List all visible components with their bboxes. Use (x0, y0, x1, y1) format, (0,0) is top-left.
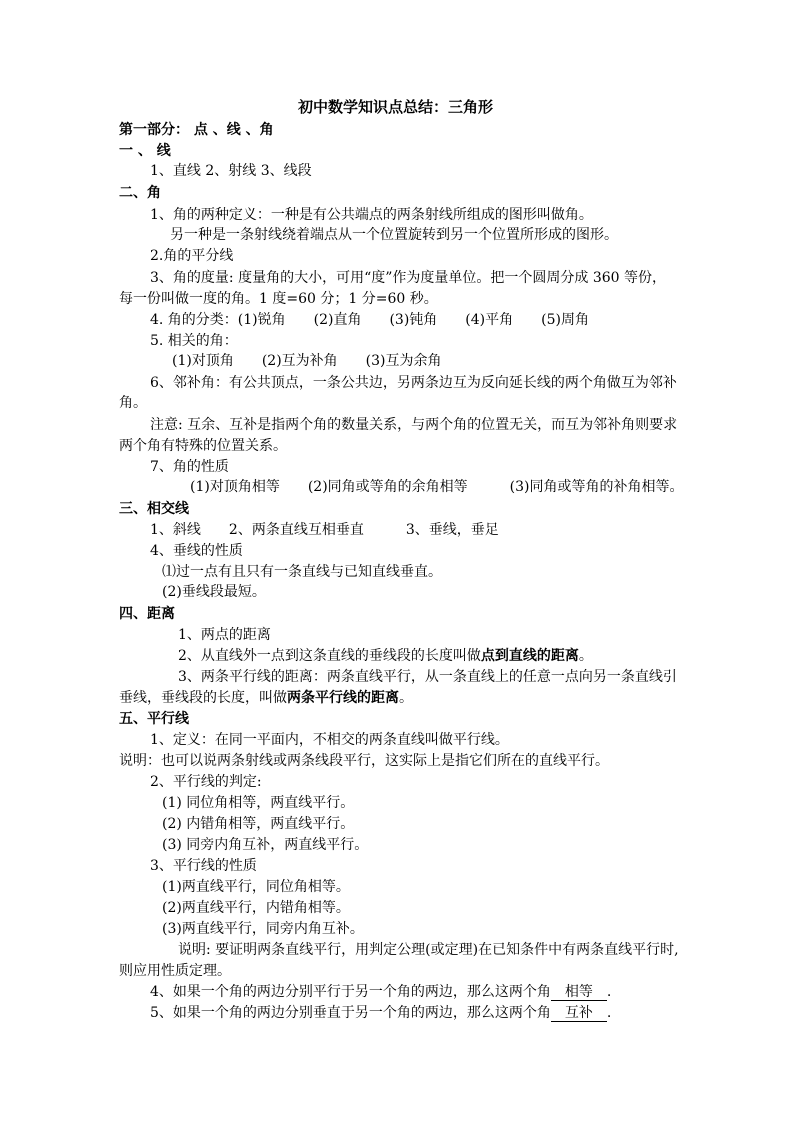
angle-classification: 4. 角的分类：(1)锐角 (2)直角 (3)钝角 (4)平角 (5)周角 (150, 312, 589, 328)
parallel-judgement-3: (3) 同旁内角互补，两直线平行。 (162, 837, 369, 853)
parallel-explanation: 说明：也可以说两条射线或两条线段平行，这实际上是指它们所在的直线平行。 (119, 753, 609, 769)
angle-measure-2: 每一份叫做一度的角。1 度=60 分；1 分=60 秒。 (119, 291, 438, 307)
angle-definition-1: 1、角的两种定义：一种是有公共端点的两条射线所组成的图形叫做角。 (150, 207, 593, 223)
angle-bisector: 2.角的平分线 (150, 248, 234, 264)
parallel-property-2: (2)两直线平行，内错角相等。 (162, 900, 350, 916)
angle-properties: 7、角的性质 (150, 459, 229, 475)
angle-measure-1: 3、角的度量: 度量角的大小，可用“度”作为度量单位。把一个圆周分成 360 等份， (150, 270, 667, 286)
perpendicular-properties: 4、垂线的性质 (150, 543, 243, 559)
parallel-judgement-2: (2) 内错角相等，两直线平行。 (162, 816, 355, 832)
parallel-note-2: 则应用性质定理。 (119, 963, 231, 979)
parallel-note-1: 说明: 要证明两条直线平行，用判定公理(或定理)在已知条件中有两条直线平行时, (178, 942, 679, 958)
section-heading-lines: 一 、 线 (119, 143, 171, 159)
parallel-item-5: 5、如果一个角的两边分别垂直于另一个角的两边，那么这两个角 互补 . (150, 1005, 612, 1021)
section-heading-distance: 四、距离 (119, 606, 175, 622)
intersecting-items: 1、斜线 2、两条直线互相垂直 3、垂线，垂足 (150, 522, 499, 538)
distance-item-1: 1、两点的距离 (178, 627, 271, 643)
related-angles-items: (1)对顶角 (2)互为补角 (3)互为余角 (172, 353, 442, 369)
related-angles: 5. 相关的角： (150, 333, 238, 349)
line-types: 1、直线 2、射线 3、线段 (150, 163, 312, 179)
parallel-property-3: (3)两直线平行，同旁内角互补。 (162, 921, 364, 937)
parallel-definition: 1、定义：在同一平面内，不相交的两条直线叫做平行线。 (150, 732, 509, 748)
perpendicular-property-1: ⑴过一点有且只有一条直线与已知直线垂直。 (162, 564, 442, 580)
page-title: 初中数学知识点总结：三角形 (298, 98, 494, 116)
term-parallel-distance: 两条平行线的距离 (287, 690, 399, 706)
adjacent-supplementary-1: 6、邻补角：有公共顶点，一条公共边，另两条边互为反向延长线的两个角做互为邻补 (150, 375, 677, 391)
section-heading-angles: 二、角 (119, 185, 161, 201)
section-heading-parallel: 五、平行线 (119, 711, 189, 727)
answer-blank-5: 互补 (551, 1005, 607, 1022)
section-heading-intersecting: 三、相交线 (119, 501, 189, 517)
angle-definition-2: 另一种是一条射线绕着端点从一个位置旋转到另一个位置所形成的图形。 (170, 227, 618, 243)
parallel-property-1: (1)两直线平行，同位角相等。 (162, 879, 350, 895)
parallel-judgement: 2、平行线的判定: (150, 774, 262, 790)
parallel-judgement-1: (1) 同位角相等，两直线平行。 (162, 795, 355, 811)
distance-item-3-cont: 垂线，垂线段的长度，叫做两条平行线的距离。 (119, 690, 413, 706)
parallel-item-4: 4、如果一个角的两边分别平行于另一个角的两边，那么这两个角 相等 . (150, 984, 612, 1000)
angle-note-1: 注意: 互余、互补是指两个角的数量关系，与两个角的位置无关，而互为邻补角则要求 (150, 417, 678, 433)
adjacent-supplementary-2: 角。 (119, 395, 147, 411)
distance-item-3: 3、两条平行线的距离：两条直线平行，从一条直线上的任意一点向另一条直线引 (178, 669, 677, 685)
distance-item-2: 2、从直线外一点到这条直线的垂线段的长度叫做点到直线的距离。 (178, 648, 593, 664)
parallel-properties: 3、平行线的性质 (150, 858, 257, 874)
angle-note-2: 两个角有特殊的位置关系。 (119, 438, 287, 454)
term-point-line-distance: 点到直线的距离 (480, 648, 579, 664)
part-heading: 第一部分： 点 、线 、角 (119, 122, 274, 138)
perpendicular-property-2: (2)垂线段最短。 (162, 584, 266, 600)
angle-properties-items: (1)对顶角相等 (2)同角或等角的余角相等 (3)同角或等角的补角相等。 (190, 479, 684, 495)
answer-blank-4: 相等 (551, 984, 607, 1001)
